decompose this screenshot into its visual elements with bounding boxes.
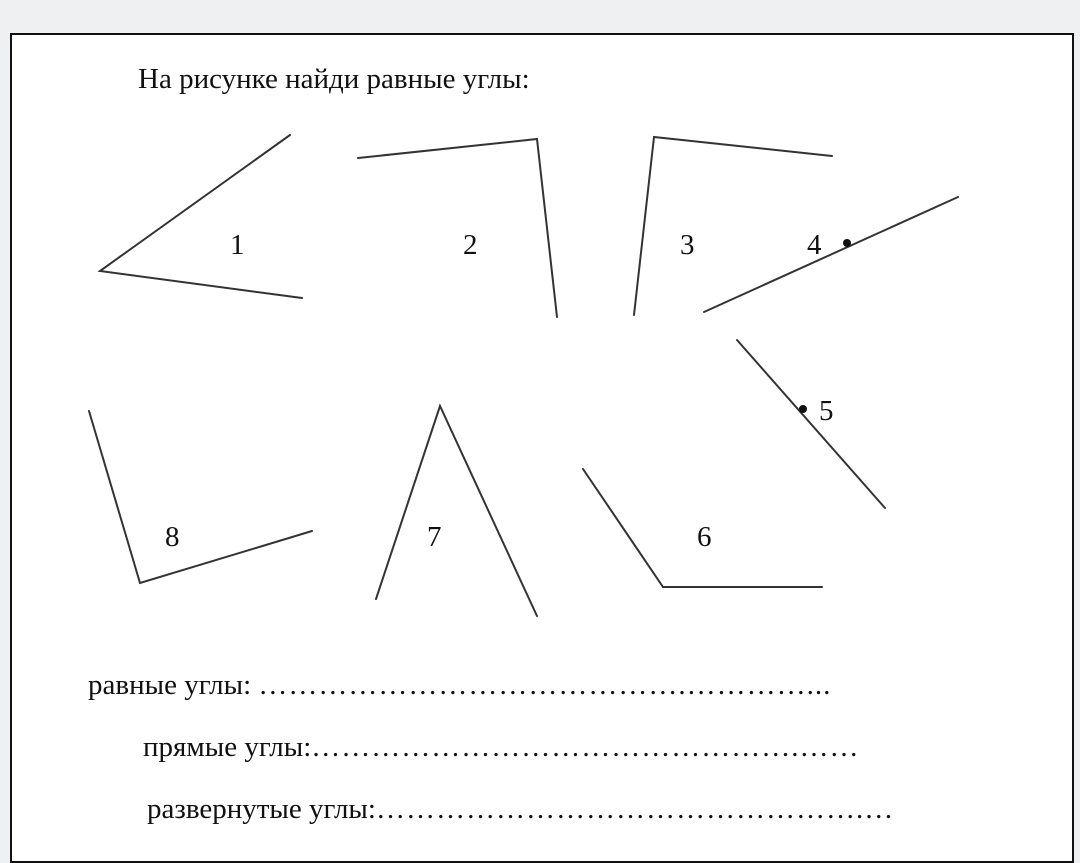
answer-blank-equal-angles[interactable]: …………………………………….…………... [258, 669, 832, 701]
angle-4-shape [704, 197, 958, 312]
angle-5-vertex-dot [799, 405, 807, 413]
answer-label-equal-angles: равные углы: [88, 669, 259, 701]
answer-line-equal-angles [88, 671, 831, 700]
angle-label-3: 3 [680, 229, 695, 261]
answer-line-right-angles [143, 733, 860, 762]
angle-label-1: 1 [230, 229, 245, 261]
angle-label-5: 5 [819, 395, 834, 427]
angle-label-7: 7 [427, 521, 442, 553]
angle-label-4: 4 [807, 229, 822, 261]
angle-4-vertex-dot [843, 239, 851, 247]
answer-line-straight-angles [147, 795, 894, 824]
angle-1-shape [100, 135, 302, 298]
angle-label-6: 6 [697, 521, 712, 553]
angle-8-shape [89, 411, 312, 583]
worksheet-frame [10, 33, 1074, 863]
worksheet-title: На рисунке найди равные углы: [138, 63, 530, 95]
answer-label-right-angles: прямые углы: [143, 731, 312, 763]
answer-blank-right-angles[interactable]: ………………………………………….…… [311, 731, 860, 763]
angle-2-shape [358, 139, 557, 317]
angle-7-shape [376, 406, 537, 616]
angle-label-8: 8 [165, 521, 180, 553]
answer-blank-straight-angles[interactable]: ………………………………………….… [375, 793, 895, 825]
answer-label-straight-angles: развернутые углы: [147, 793, 376, 825]
angle-5-shape [737, 340, 885, 508]
angle-3-shape [634, 137, 832, 315]
angle-label-2: 2 [463, 229, 478, 261]
